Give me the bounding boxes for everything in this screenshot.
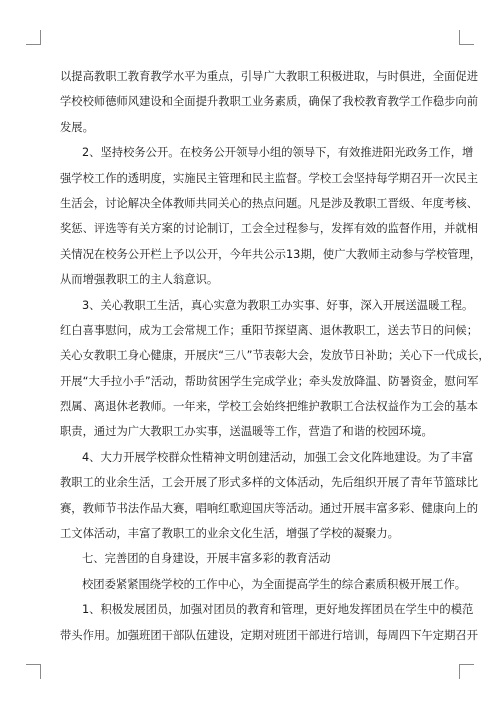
crop-mark-bottom-left (26, 664, 41, 679)
crop-mark-bottom-right (459, 664, 474, 679)
text-line: 4、大力开展学校群众性精神文明创建活动，加强工会文化阵地建设。为了丰富 (82, 450, 474, 464)
text-line: 2、坚持校务公开。在校务公开领导小组的领导下，有效推进阳光政务工作，增 (82, 146, 474, 160)
crop-mark-top-right (459, 30, 474, 45)
text-line: 烈属、离退休老教师。一年来，学校工会始终把维护教职工合法权益作为工会的基本 (60, 400, 478, 414)
text-line: 生活会，讨论解决全体教师共同关心的热点问题。凡是涉及教职工晋级、年度考核、 (60, 196, 478, 210)
text-line: 带头作用。加强班团干部队伍建设，定期对班团干部进行培训，每周四下午定期召开 (60, 628, 478, 642)
crop-mark-top-left (26, 30, 41, 45)
text-line: 学校校师德师风建设和全面提升教职工业务素质，确保了我校教育教学工作稳步向前 (60, 95, 478, 109)
text-line: 工文体活动，丰富了教职工的业余文化生活，增强了学校的凝聚力。 (60, 527, 399, 541)
text-line: 职责，通过为广大教职工办实事，送温暖等工作，营造了和谐的校园环境。 (60, 425, 433, 439)
text-line: 奖惩、评选等有关方案的讨论制订，工会全过程参与，发挥有效的监督作用，并就相 (60, 222, 478, 236)
text-line: 校团委紧紧围绕学校的工作中心，为全面提高学生的综合素质积极开展工作。 (82, 577, 467, 591)
text-line: 强学校工作的透明度，实施民主管理和民主监督。学校工会坚持每学期召开一次民主 (60, 171, 478, 185)
document-body (60, 64, 490, 648)
text-line: 3、关心教职工生活，真心实意为教职工办实事、好事，深入开展送温暖工程。 (82, 298, 474, 312)
text-line: 以提高教职工教育教学水平为重点，引导广大教职工积极进取，与时俱进，全面促进 (60, 70, 478, 83)
text-line: 从而增强教职工的主人翁意识。 (60, 273, 219, 287)
text-line: 赛，教师节书法作品大赛，唱响红歌迎国庆等活动。通过开展丰富多彩、健康向上的 (60, 501, 478, 515)
section-heading: 七、完善团的自身建设，开展丰富多彩的教育活动 (82, 552, 331, 566)
text-line: 红白喜事慰问，成为工会常规工作；重阳节探望离、退休教职工，送去节日的问候； (60, 323, 478, 337)
text-line: 关心女教职工身心健康，开展庆“三八”节表彰大会，发放节日补助；关心下一代成长， (60, 349, 490, 363)
text-line: 关情况在校务公开栏上予以公开，今年共公示13期，使广大教师主动参与学校管理， (60, 247, 482, 261)
text-line: 教职工的业余生活，工会开展了形式多样的文体活动，先后组织开展了青年节篮球比 (60, 476, 478, 490)
text-line: 发展。 (60, 120, 94, 134)
text-line: 开展“大手拉小手”活动，帮助贫困学生完成学业；牵头发放降温、防暑资金，慰问军 (60, 374, 479, 388)
text-line: 1、积极发展团员，加强对团员的教育和管理，更好地发挥团员在学生中的模范 (82, 603, 474, 617)
